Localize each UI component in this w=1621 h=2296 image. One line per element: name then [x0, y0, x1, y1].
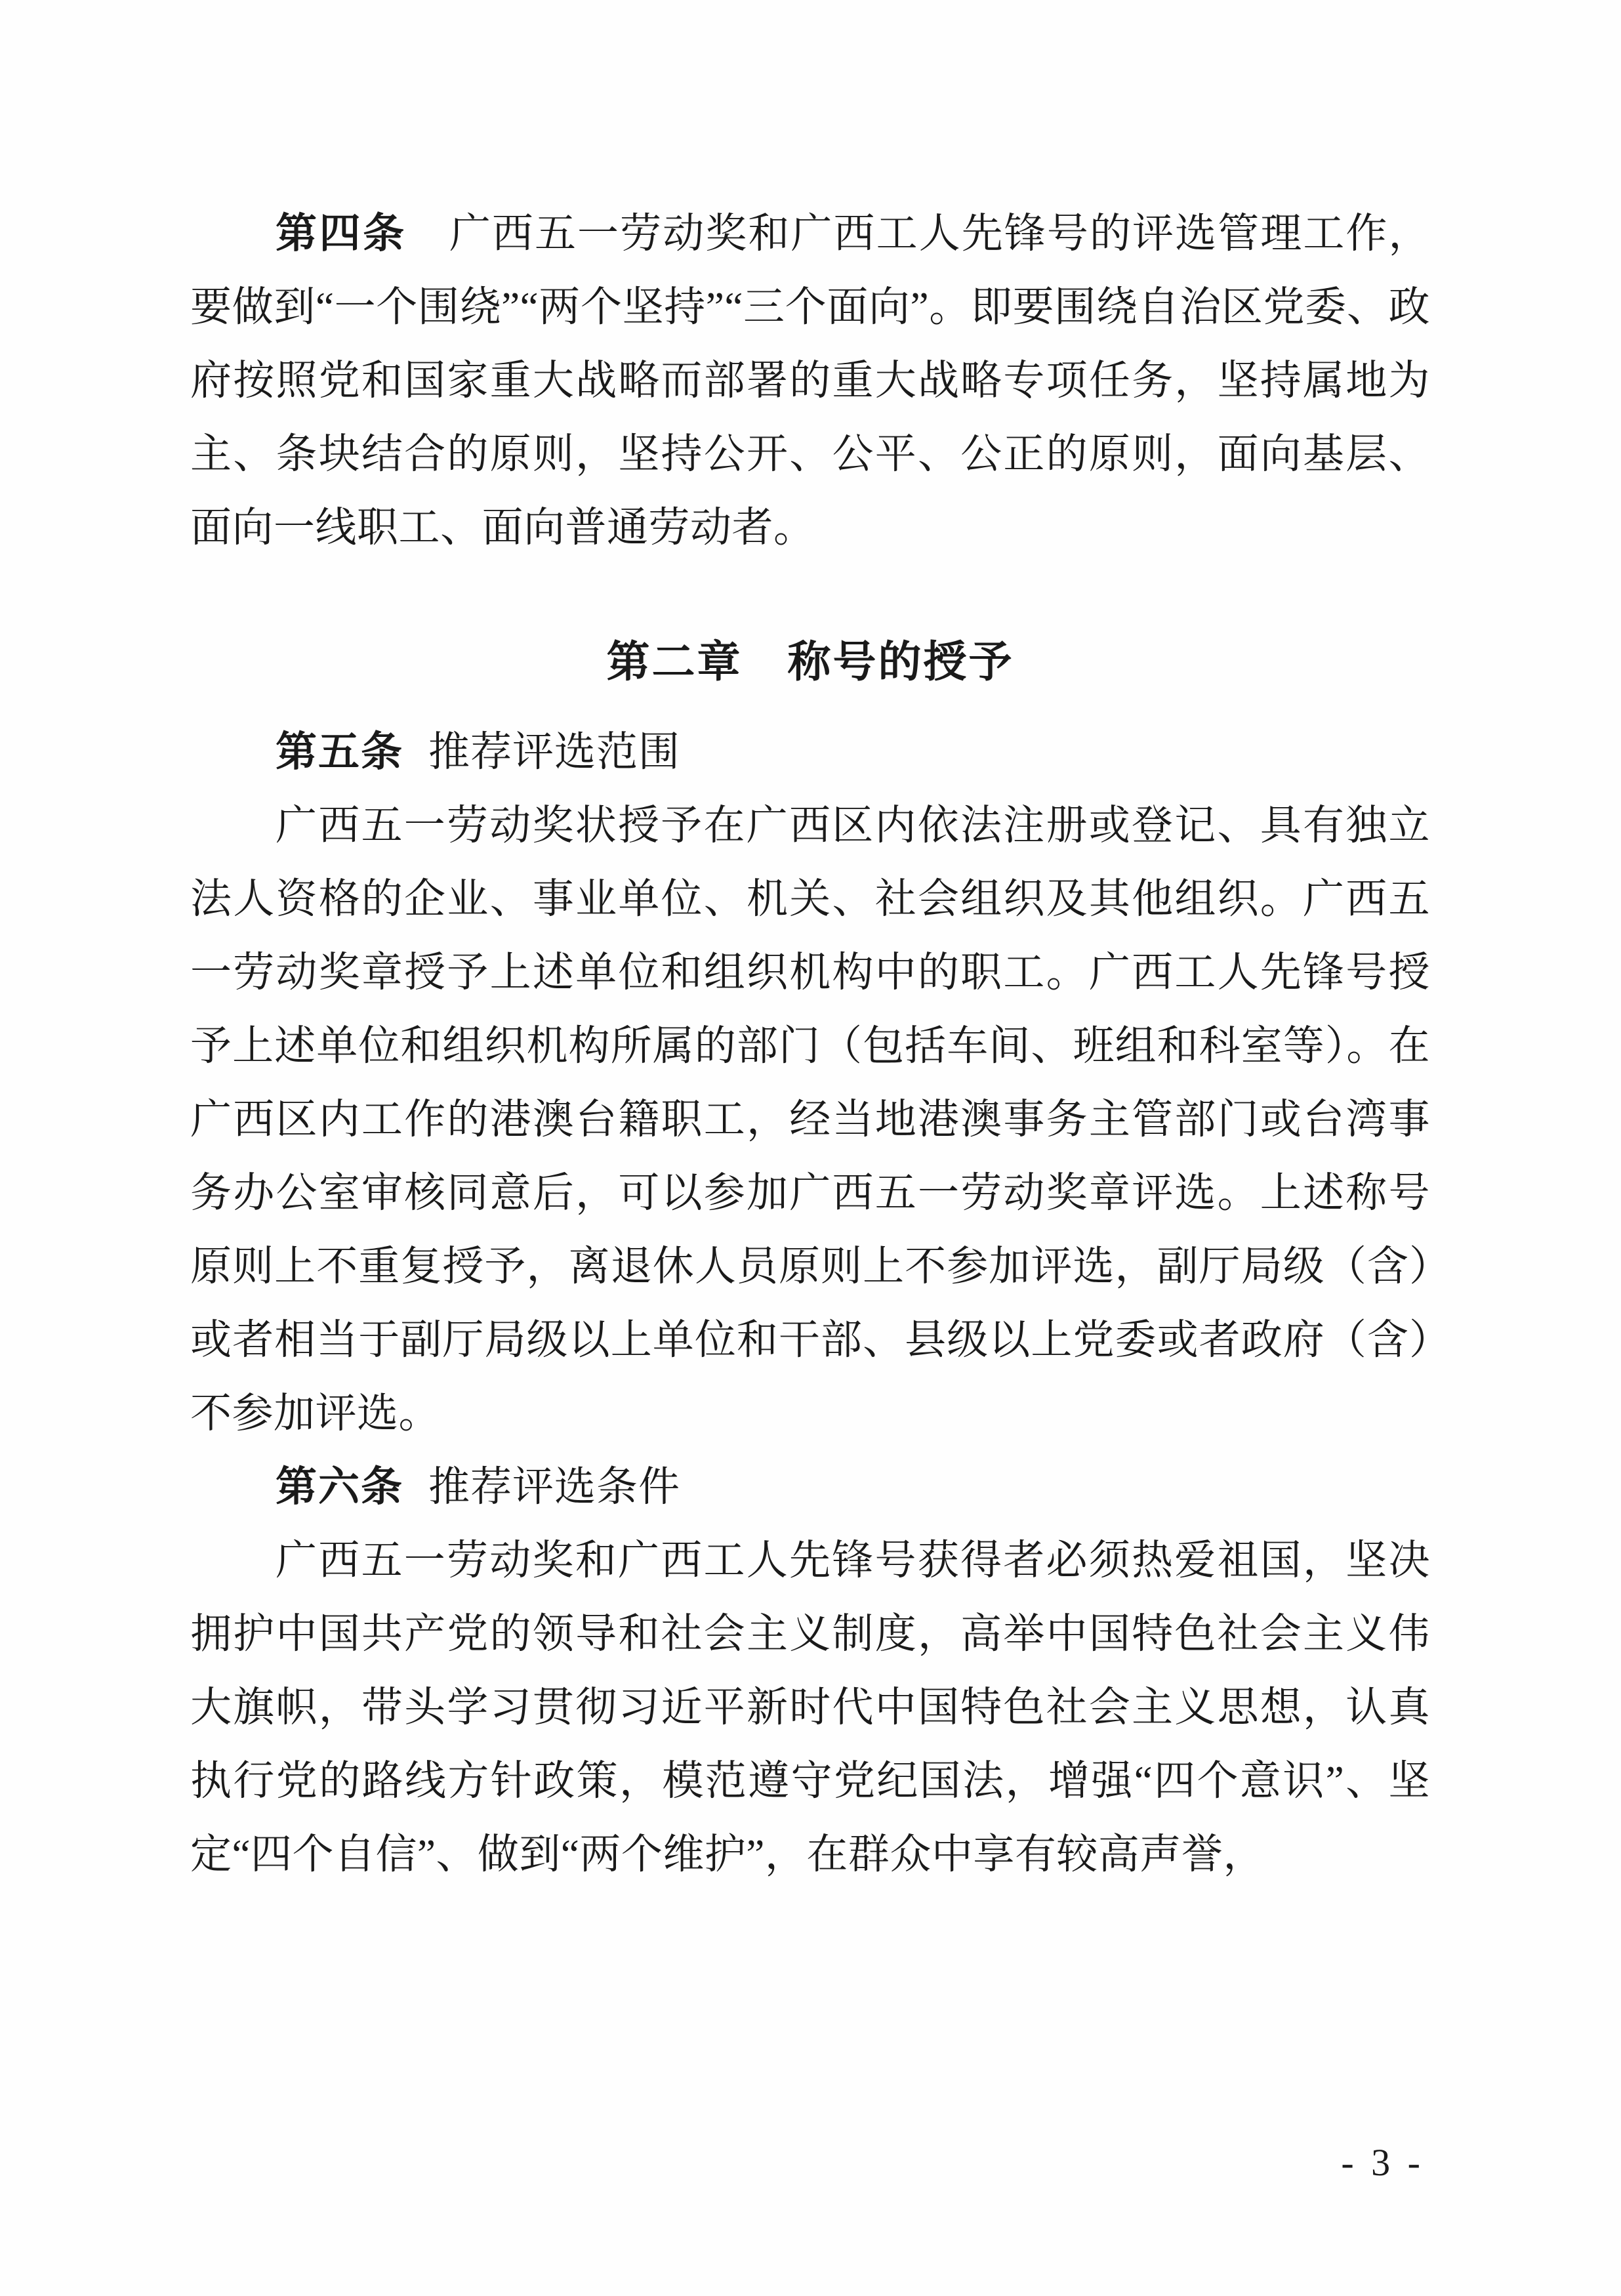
article-4-spacer	[407, 211, 449, 257]
page-number: - 3 -	[1341, 2141, 1424, 2184]
article-4-text: 广西五一劳动奖和广西工人先锋号的评选管理工作，要做到“一个围绕”“两个坚持”“三个面向”。即要围绕自治区党委、政府按照党和国家重大战略而部署的重大战略专项任务，坚持属地为主、条块结合的原则，坚持公开、公平、公正的原则，面向基层、面向一线职工、面向普通劳动者。	[190, 211, 1431, 551]
article-5-paragraph: 广西五一劳动奖状授予在广西区内依法注册或登记、具有独立法人资格的企业、事业单位、机关、社会组织及其他组织。广西五一劳动奖章授予上述单位和组织机构中的职工。广西工人先锋号授予上述单位和组织机构所属的部门（包括车间、班组和科室等）。在广西区内工作的港澳台籍职工，经当地港澳事务主管部门或台湾事务办公室审核同意后，可以参加广西五一劳动奖章评选。上述称号原则上不重复授予，离退休人员原则上不参加评选，副厅局级（含）或者相当于副厅局级以上单位和干部、县级以上党委或者政府（含）不参加评选。	[190, 803, 1430, 1436]
article-6-heading-line	[190, 1450, 1430, 1524]
article-6-heading: 推荐评选条件	[428, 1464, 680, 1510]
article-5-heading: 推荐评选范围	[428, 729, 680, 775]
article-6-label: 第六条	[276, 1464, 403, 1510]
article-5-label: 第五条	[276, 729, 403, 775]
article-4-label: 第四条	[276, 211, 407, 257]
page-content	[190, 197, 1430, 1891]
article-6-paragraph: 广西五一劳动奖和广西工人先锋号获得者必须热爱祖国，坚决拥护中国共产党的领导和社会主义制度，高举中国特色社会主义伟大旗帜，带头学习贯彻习近平新时代中国特色社会主义思想，认真执行党的路线方针政策，模范遵守党纪国法，增强“四个意识”、坚定“四个自信”、做到“两个维护”，在群众中享有较高声誉，	[190, 1537, 1430, 1877]
chapter-2-title: 第二章 称号的授予	[606, 638, 1014, 686]
article-5-heading-line	[190, 715, 1430, 789]
article-4-paragraph	[190, 197, 1430, 564]
